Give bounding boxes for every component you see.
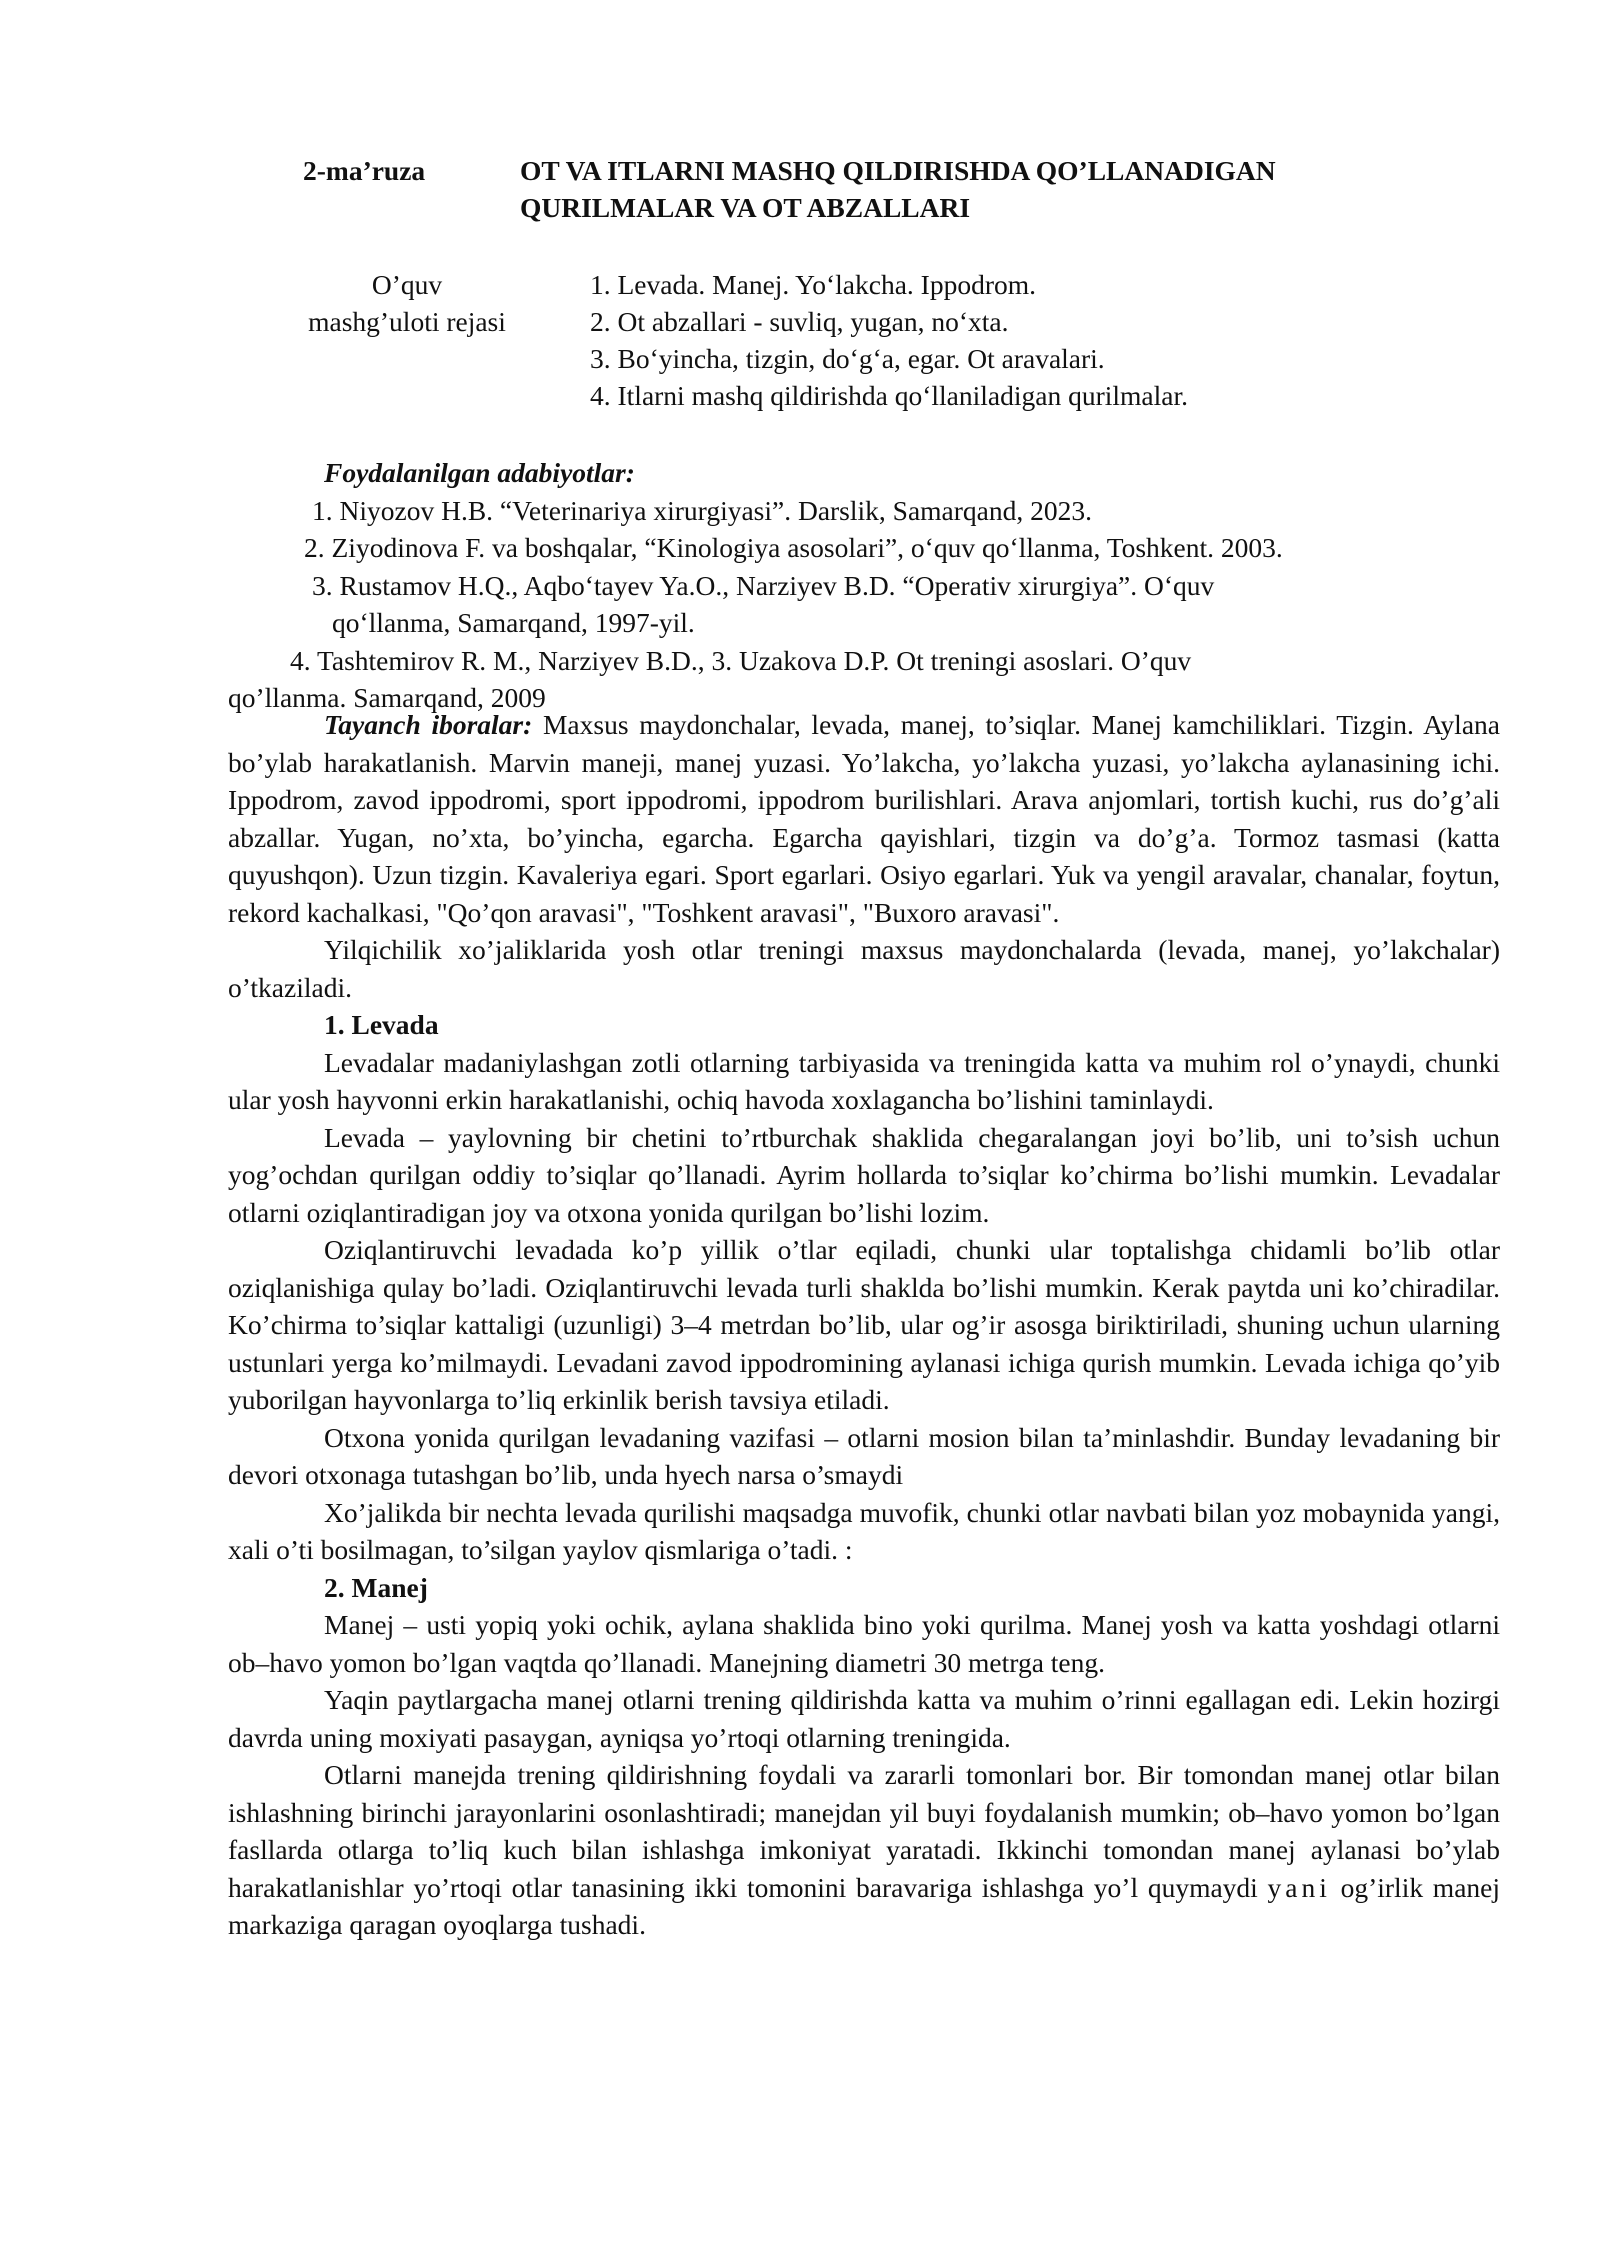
paragraph: Levadalar madaniylashgan zotli otlarning tarbiyasida va treningida katta va muhim rol o’ynaydi, chunki ular yosh hayvonni erkin harakatlanishi, ochiq havoda xoxlagancha bo’lishini taminlaydi. (228, 1046, 1500, 1115)
reference-item-continuation: qo’llanma. Samarqand, 2009 (228, 682, 546, 713)
plan-item: 4. Itlarni mashq qildirishda qo‘llaniladigan qurilmalar. (590, 380, 1188, 411)
reference-item: 3. Rustamov H.Q., Aqbo‘tayev Ya.O., Narziyev B.D. “Operativ xirurgiya”. O‘quv (312, 569, 1215, 601)
paragraph-text: Otlarni manejda trening qildirishning foydali va zararli tomonlari bor. Bir tomondan manej otlar bilan ishlashning birinchi jarayonlarini osonlashtiradi; manejdan yil buyi foydalanish mumkin; ob–havo yomon bo’lgan fasllarda otlarga to’liq kuch bilan ishlashga imkoniyat yaratadi. Ikkinchi tomondan manej aylanasi bo’ylab harakatlanishlar yo’rtoqi otlar tanasining ikki tomonini baravariga ishlashga yo’l quymaydi (228, 1759, 1500, 1903)
references-heading: Foydalanilgan adabiyotlar: (324, 457, 635, 488)
section-heading: 1. Levada (324, 1009, 439, 1040)
reference-item: 2. Ziyodinova F. va boshqalar, “Kinologiya asosolari”, o‘quv qo‘llanma, Toshkent. 2003. (304, 532, 1283, 563)
plan-label-line: mashg’uloti rejasi (308, 306, 506, 337)
plan-item: 3. Bo‘yincha, tizgin, do‘g‘a, egar. Ot aravalari. (590, 343, 1105, 374)
plan-label-line: O’quv (371, 269, 443, 300)
spaced-word: yani (1267, 1871, 1331, 1903)
keywords-label: Tayanch iboralar: (324, 709, 533, 740)
lecture-title-line: OT VA ITLARNI MASHQ QILDIRISHDA QO’LLANADIGAN (520, 155, 1276, 186)
paragraph-text: og’irlik manej markaziga qaragan oyoqlarga tushadi. (228, 1871, 1500, 1940)
reference-item: 1. Niyozov H.B. “Veterinariya xirurgiyasi”. Darslik, Samarqand, 2023. (312, 494, 1093, 526)
reference-item-continuation: qo‘llanma, Samarqand, 1997-yil. (332, 607, 695, 638)
plan-item: 1. Levada. Manej. Yo‘lakcha. Ippodrom. (590, 269, 1037, 300)
paragraph: Xo’jalikda bir nechta levada qurilishi maqsadga muvofik, chunki otlar navbati bilan yoz mobaynida yangi, xali o’ti bosilmagan, to’silgan yaylov qismlariga o’tadi. : (228, 1496, 1500, 1565)
lecture-number: 2-ma’ruza (303, 155, 426, 186)
lecture-title-line: QURILMALAR VA OT ABZALLARI (520, 192, 971, 223)
paragraph: Levada – yaylovning bir chetini to’rtburchak shaklida chegaralangan joyi bo’lib, uni to’sish uchun yog’ochdan qurilgan oddiy to’siqlar qo’llanadi. Ayrim hollarda to’siqlar ko’chirma bo’lishi mumkin. Levadalar otlarni oziqlantiradigan joy va otxona yonida qurilgan bo’lishi lozim. (228, 1121, 1500, 1228)
intro-paragraph: Yilqichilik xo’jaliklarida yosh otlar treningi maxsus maydonchalarda (levada, manej, yo’lakchalar) o’tkaziladi. (228, 934, 1500, 1003)
section-heading: 2. Manej (324, 1571, 428, 1603)
references-section (228, 454, 1500, 717)
keywords-text: Maxsus maydonchalar, levada, manej, to’siqlar. Manej kamchiliklari. Tizgin. Aylana bo’ylab harakatlanish. Marvin maneji, manej yuzasi. Yo’lakcha, yo’lakcha yuzasi, yo’lakcha aylanasining ichi. Ippodrom, zavod ippodromi, sport ippodromi, ippodrom burilishlari. Arava anjomlari, tortish kuchi, rus do’g’ali abzallar. Yugan, no’xta, bo’yincha, egarcha. Egarcha qayishlari, tizgin va do’g’a. Tormoz tasmasi (katta quyushqon). Uzun tizgin. Kavaleriya egari. Sport egarlari. Osiyo egarlari. Yuk va yengil aravalar, chanalar, foytun, rekord kachalkasi, "Qo’qon aravasi", "Toshkent aravasi", "Buxoro aravasi". (228, 709, 1500, 928)
lecture-title (520, 152, 1460, 226)
keywords-paragraph (228, 706, 1500, 931)
plan-item: 2. Ot abzallari - suvliq, yugan, no‘xta. (590, 306, 1009, 337)
plan-list (590, 266, 1490, 414)
paragraph: Otxona yonida qurilgan levadaning vazifasi – otlarni mosion bilan ta’minlashdir. Bunday levadaning bir devori otxonaga tutashgan bo’lib, unda hyech narsa o’smaydi (228, 1421, 1500, 1490)
document-body (228, 706, 1500, 1944)
plan-label (282, 266, 532, 340)
paragraph: Manej – usti yopiq yoki ochik, aylana shaklida bino yoki qurilma. Manej yosh va katta yoshdagi otlarni ob–havo yomon bo’lgan vaqtda qo’llanadi. Manejning diametri 30 metrga teng. (228, 1609, 1500, 1678)
reference-item: 4. Tashtemirov R. M., Narziyev B.D., 3. Uzakova D.P. Ot treningi asoslari. O’quv (290, 644, 1192, 676)
paragraph: Yaqin paytlargacha manej otlarni trening qildirishda katta va muhim o’rinni egallagan edi. Lekin hozirgi davrda uning moxiyati pasaygan, ayniqsa yo’rtoqi otlarning treningida. (228, 1684, 1500, 1753)
paragraph: Oziqlantiruvchi levadada ko’p yillik o’tlar eqiladi, chunki ular toptalishga chidamli bo’lib otlar oziqlanishiga qulay bo’ladi. Oziqlantiruvchi levada turli shaklda bo’lishi mumkin. Kerak paytda uni ko’chiradilar. Ko’chirma to’siqlar kattaligi (uzunligi) 3–4 metrdan bo’lib, ular og’ir asosga biriktiriladi, shuning uchun ularning ustunlari yerga ko’milmaydi. Levadani zavod ippodromining aylanasi ichiga qurish mumkin. Levada ichiga qo’yib yuborilgan hayvonlarga to’liq erkinlik berish tavsiya etiladi. (228, 1234, 1500, 1415)
paragraph (228, 1756, 1500, 1944)
